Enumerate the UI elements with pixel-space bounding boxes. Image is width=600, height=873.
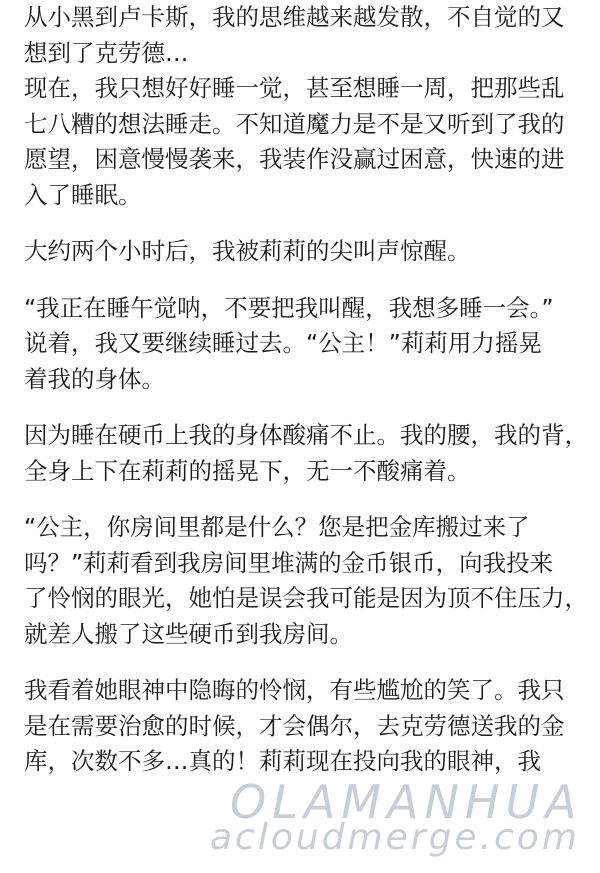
text-line: 是在需要治愈的时候，才会偶尔，去克劳德送我的金 (24, 711, 565, 740)
paragraph-7 (24, 673, 584, 780)
paragraph-5 (24, 418, 588, 489)
text-line: 从小黑到卢卡斯，我的思维越来越发散，不自觉的又 (24, 3, 565, 31)
text-line: 全身上下在莉莉的摇晃下，无一不酸痛着。 (24, 456, 471, 485)
text-line: 着我的身体。 (24, 364, 165, 393)
text-line: “我正在睡午觉呐，不要把我叫醒，我想多睡一会。” (24, 293, 554, 322)
text-line: 吗？”莉莉看到我房间里堆满的金币银币，向我投来 (24, 548, 554, 577)
text-line: 说着，我又要继续睡过去。“公主！”莉莉用力摇晃 (24, 329, 542, 357)
paragraph-4 (24, 291, 584, 398)
text-line: 大约两个小时后，我被莉莉的尖叫声惊醒。 (24, 237, 471, 265)
text-line: 库，次数不多…真的！莉莉现在投向我的眼神，我 (24, 747, 541, 775)
paragraph-gap (24, 213, 584, 234)
paragraph-gap (24, 489, 584, 510)
text-line: 想到了克劳德… (24, 38, 189, 67)
paragraph-3 (24, 234, 584, 270)
paragraph-gap (24, 652, 584, 673)
paragraph-6 (24, 510, 588, 652)
document-body (24, 0, 588, 780)
paragraph-gap (24, 397, 584, 418)
text-line: 我看着她眼神中隐晦的怜悯，有些尴尬的笑了。我只 (24, 676, 565, 704)
text-line: 七八糟的想法睡走。不知道魔力是不是又听到了我的 (24, 109, 565, 138)
text-line: 就差人搬了这些硬币到我房间。 (24, 619, 353, 648)
watermark-url-text: acloudmerge.com (210, 817, 580, 858)
paragraph-1 (24, 0, 584, 71)
text-line: 了怜悯的眼光，她怕是误会我可能是因为顶不住压力， (24, 584, 588, 612)
paragraph-gap (24, 270, 584, 291)
text-line: 入了睡眠。 (24, 180, 142, 209)
text-line: “公主，你房间里都是什么？您是把金库搬过来了 (24, 513, 530, 541)
paragraph-2 (24, 71, 584, 213)
watermark (210, 775, 583, 865)
text-line: 因为睡在硬币上我的身体酸痛不止。我的腰，我的背， (24, 421, 588, 449)
text-line: 愿望，困意慢慢袭来，我装作没赢过困意，快速的进 (24, 145, 565, 173)
watermark-logo-text: OLAMANHUA (230, 775, 583, 829)
text-line: 现在，我只想好好睡一觉，甚至想睡一周，把那些乱 (24, 74, 565, 102)
